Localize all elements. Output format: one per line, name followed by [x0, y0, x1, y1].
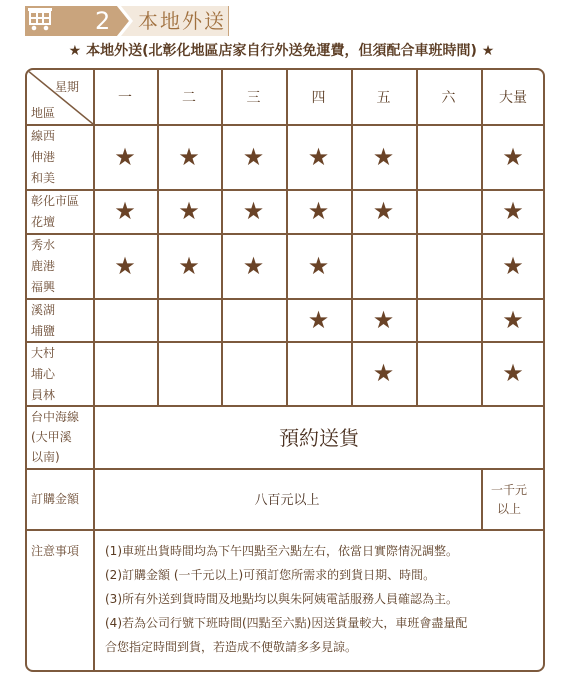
column-divider	[481, 70, 483, 405]
area-label: 埔心	[31, 367, 56, 381]
area-label: 鹿港	[31, 259, 56, 273]
corner-day-label: 星期	[55, 80, 80, 94]
section-title: 本地外送	[138, 9, 226, 33]
day-header-wed: 三	[246, 90, 261, 106]
amount-main-value: 八百元以上	[254, 493, 320, 508]
delivery-star-icon: ★	[178, 197, 200, 225]
row-divider	[27, 405, 545, 407]
area-label: 台中海線	[31, 410, 80, 424]
column-divider	[93, 70, 95, 672]
area-label: 彰化市區	[31, 194, 80, 208]
column-divider	[221, 70, 223, 405]
delivery-star-icon: ★	[242, 251, 265, 280]
column-divider	[351, 70, 353, 405]
note-item: (2)訂購金額 (一千元以上)可預訂您所需求的到貨日期、時間。	[105, 568, 436, 582]
day-header-fri: 五	[376, 90, 391, 106]
delivery-star-icon: ★	[307, 251, 330, 280]
corner-area-label: 地區	[31, 106, 56, 120]
section-banner	[25, 6, 229, 36]
area-label: 和美	[31, 171, 56, 185]
column-divider	[416, 70, 418, 405]
area-label: 埔鹽	[31, 324, 56, 338]
delivery-star-icon: ★	[178, 251, 200, 280]
delivery-star-icon: ★	[114, 251, 136, 280]
amount-bulk-value: 一千元	[491, 483, 528, 497]
area-label: 線西	[31, 129, 56, 143]
area-label: 福興	[31, 280, 56, 294]
delivery-star-icon: ★	[372, 359, 395, 387]
delivery-schedule-table	[25, 68, 545, 672]
delivery-star-icon: ★	[178, 142, 200, 171]
reserve-delivery-text: 預約送貨	[279, 426, 359, 450]
note-item: (3)所有外送到貨時間及地點均以與朱阿姨電話服務人員確認為主。	[105, 592, 459, 606]
delivery-star-icon: ★	[242, 142, 265, 171]
day-header-thu: 四	[311, 90, 326, 106]
area-label: 秀水	[31, 238, 56, 252]
area-label: 花壇	[31, 215, 56, 229]
column-divider	[157, 70, 159, 405]
delivery-star-icon: ★	[502, 197, 524, 225]
area-label: 員林	[31, 388, 56, 402]
delivery-star-icon: ★	[502, 359, 524, 387]
delivery-star-icon: ★	[502, 142, 524, 171]
section-number: 2	[95, 7, 111, 35]
delivery-star-icon: ★	[307, 142, 330, 171]
note-item: (1)車班出貨時間均為下午四點至六點左右，依當日實際情況調整。	[105, 544, 459, 558]
row-divider	[27, 529, 545, 531]
delivery-star-icon: ★	[372, 142, 395, 171]
delivery-star-icon: ★	[114, 142, 136, 171]
area-label: 大村	[31, 346, 56, 360]
note-item: (4)若為公司行號下班時間(四點至六點)因送貨量較大，車班會盡量配	[105, 616, 468, 630]
shopping-cart-icon	[25, 6, 55, 32]
delivery-star-icon: ★	[502, 305, 524, 334]
subtitle: ★ 本地外送(北彰化地區店家自行外送免運費，但須配合車班時間) ★	[68, 43, 495, 59]
day-header-mon: 一	[118, 90, 132, 106]
area-label: (大甲溪	[31, 430, 72, 444]
amount-bulk-value: 以上	[497, 502, 522, 516]
area-label: 溪湖	[31, 303, 56, 317]
column-divider	[286, 70, 288, 405]
column-divider	[481, 468, 483, 529]
day-header-bulk: 大量	[499, 90, 527, 106]
delivery-star-icon: ★	[307, 305, 330, 334]
note-item: 合您指定時間到貨，若造成不便敬請多多見諒。	[105, 640, 358, 654]
notes-label: 注意事項	[31, 544, 80, 558]
delivery-star-icon: ★	[242, 197, 265, 225]
delivery-star-icon: ★	[502, 251, 524, 280]
area-label: 伸港	[31, 150, 56, 164]
delivery-star-icon: ★	[307, 197, 330, 225]
day-header-tue: 二	[182, 90, 196, 106]
delivery-star-icon: ★	[114, 197, 136, 225]
row-divider	[27, 468, 545, 470]
delivery-star-icon: ★	[372, 197, 395, 225]
delivery-star-icon: ★	[372, 305, 395, 334]
area-label: 以南)	[31, 450, 60, 464]
day-header-sat: 六	[441, 90, 456, 106]
amount-label: 訂購金額	[31, 492, 80, 506]
